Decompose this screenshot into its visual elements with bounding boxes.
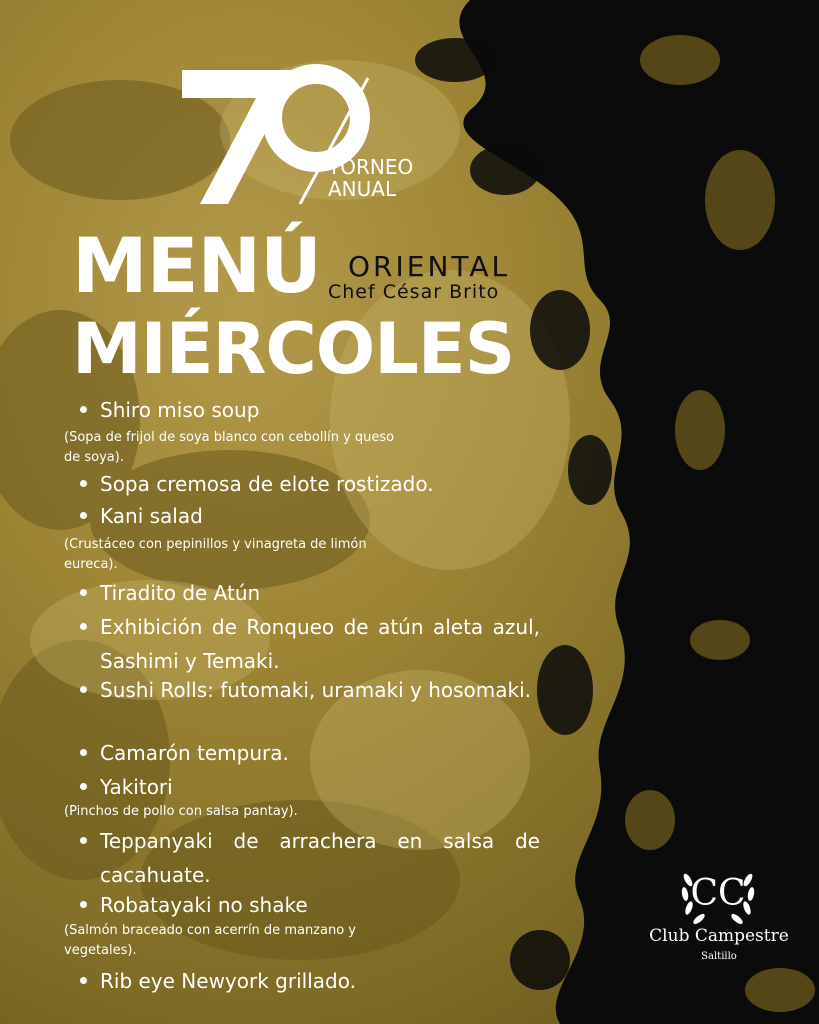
menu-item: Tiradito de Atún xyxy=(100,576,540,610)
menu-item-note: (Crustáceo con pepinillos y vinagreta de limón eureca). xyxy=(64,537,367,572)
club-name: Club Campestre xyxy=(649,926,789,946)
menu-item: Rib eye Newyork grillado. xyxy=(100,964,540,998)
club-monogram: CC xyxy=(690,873,746,914)
menu-item: Yakitori xyxy=(100,770,540,804)
menu-item: Robatayaki no shake xyxy=(100,888,540,922)
menu-title: MENÚ xyxy=(72,221,321,310)
menu-day: MIÉRCOLES xyxy=(72,308,515,390)
menu-item: Sushi Rolls: futomaki, uramaki y hosomaki. xyxy=(100,673,540,707)
menu-item: Kani salad xyxy=(100,499,540,533)
menu-item: Camarón tempura. xyxy=(100,736,540,770)
menu-item: Shiro miso soup xyxy=(100,393,540,427)
club-city: Saltillo xyxy=(701,951,737,962)
chef-name: Chef César Brito xyxy=(328,281,500,303)
menu-item-note: (Salmón braceado con acerrín de manzano y vegetales). xyxy=(64,923,356,958)
menu-item-note: (Pinchos de pollo con salsa pantay). xyxy=(64,804,298,819)
logo-line-anual: ANUAL xyxy=(328,177,397,201)
club-crest-icon xyxy=(678,850,758,930)
menu-item: Sopa cremosa de elote rostizado. xyxy=(100,467,540,501)
logo-line-torneo: TORNEO xyxy=(328,155,414,179)
menu-item: Teppanyaki de arrachera en salsa de cacahuate. xyxy=(100,824,540,892)
menu-item-note: (Sopa de frijol de soya blanco con cebollín y queso de soya). xyxy=(64,430,395,465)
anniversary-70-logo xyxy=(180,62,440,212)
cuisine-theme: ORIENTAL xyxy=(348,250,511,283)
menu-item: Exhibición de Ronqueo de atún aleta azul, Sashimi y Temaki. xyxy=(100,610,540,678)
